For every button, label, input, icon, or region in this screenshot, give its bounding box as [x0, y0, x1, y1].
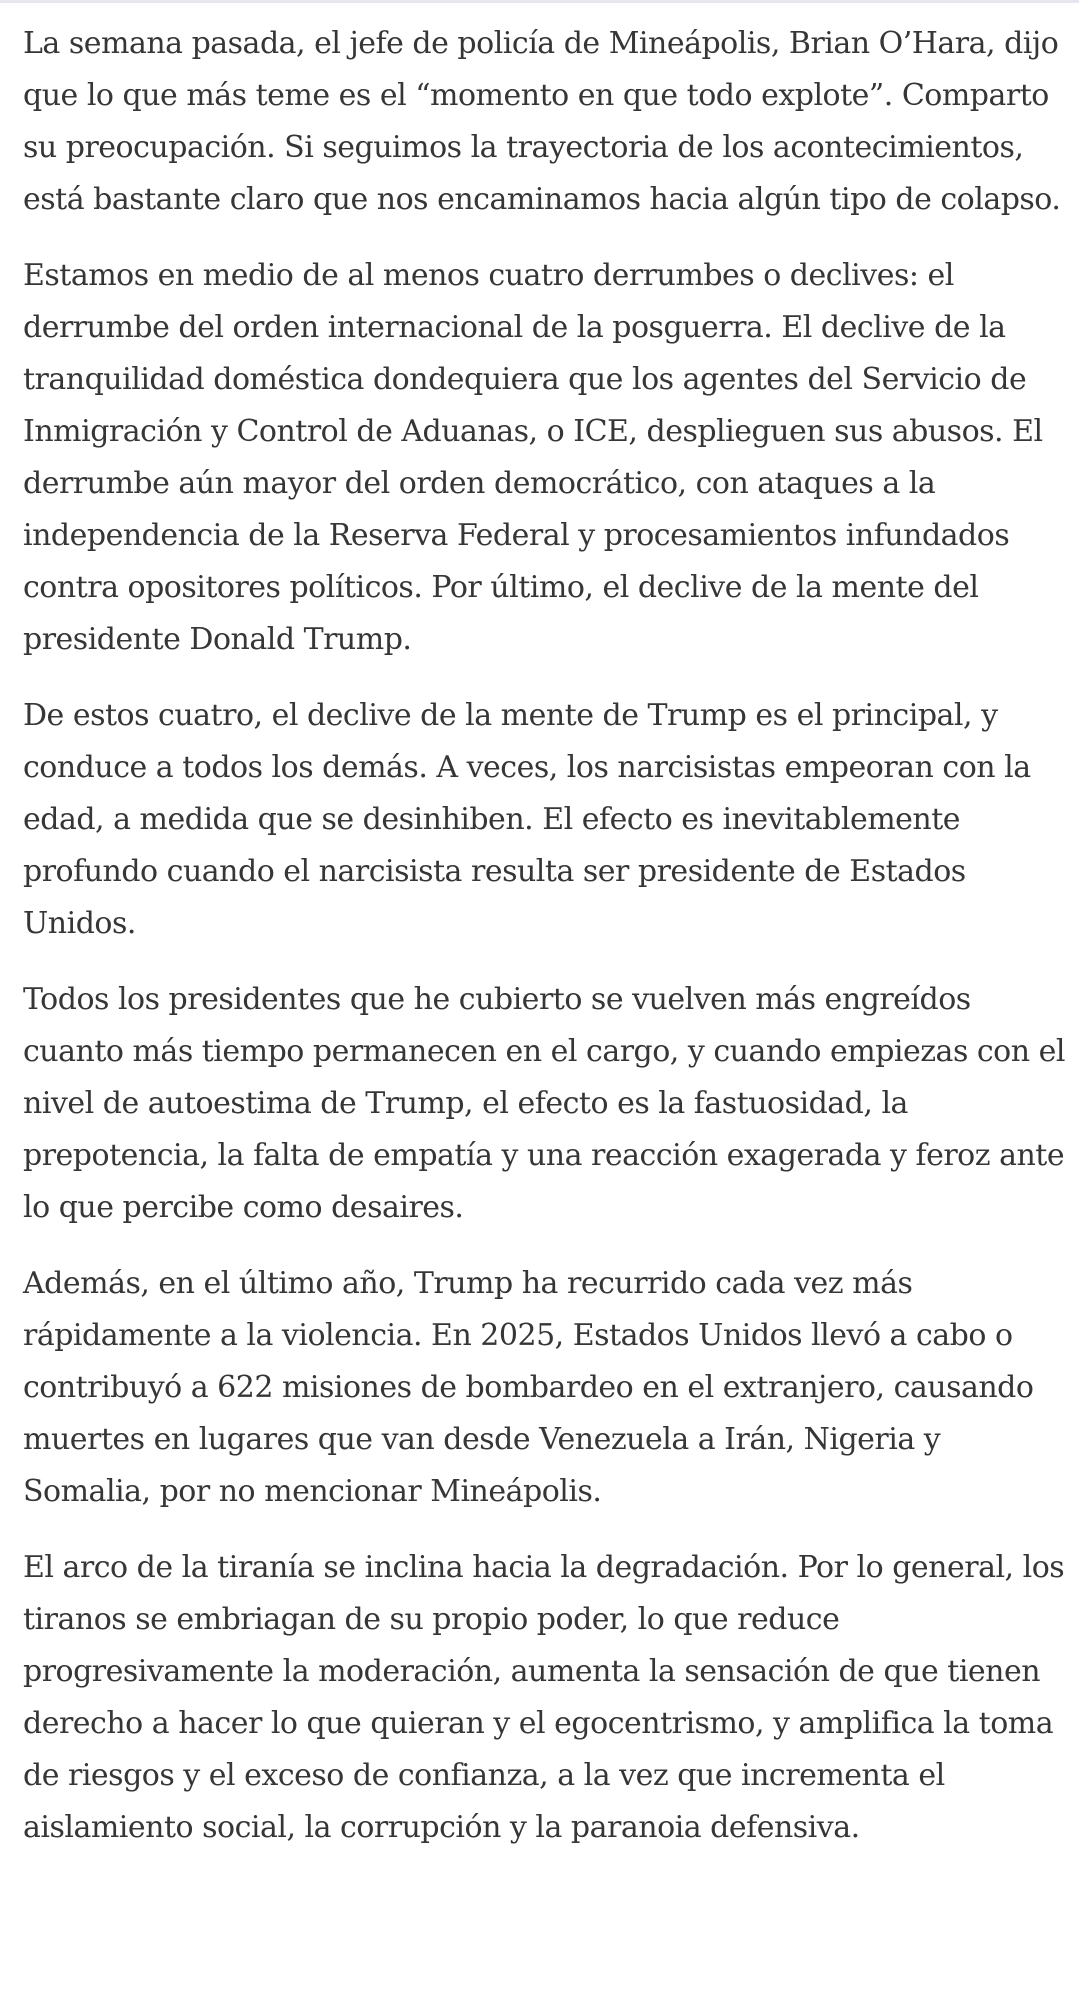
article-body: [23, 18, 1071, 1878]
article-paragraph: El arco de la tiranía se inclina hacia la degradación. Por lo general, los tiranos se embriagan de su propio poder, lo que reduce progresivamente la moderación, aumenta la sensación de que tienen derecho a hacer lo que quieran y el egocentrismo, y amplifica la toma de riesgos y el exceso de confianza, a la vez que incrementa el aislamiento social, la corrupción y la paranoia defensiva.: [23, 1550, 1065, 1845]
article-paragraph: De estos cuatro, el declive de la mente de Trump es el principal, y conduce a todos los demás. A veces, los narcisistas empeoran con la edad, a medida que se desinhiben. El efecto es inevitablemente profundo cuando el narcisista resulta ser presidente de Estados Unidos.: [23, 698, 1031, 941]
top-divider: [0, 0, 1079, 3]
article-paragraph: Además, en el último año, Trump ha recurrido cada vez más rápidamente a la violencia. En 2025, Estados Unidos llevó a cabo o contribuyó a 622 misiones de bombardeo en el extranjero, causando muertes en lugares que van desde Venezuela a Irán, Nigeria y Somalia, por no mencionar Mineápolis.: [23, 1266, 1034, 1509]
article-paragraph: Estamos en medio de al menos cuatro derrumbes o declives: el derrumbe del orden internacional de la posguerra. El declive de la tranquilidad doméstica dondequiera que los agentes del Servicio de Inmigración y Control de Aduanas, o ICE, desplieguen sus abusos. El derrumbe aún mayor del orden democrático, con ataques a la independencia de la Reserva Federal y procesamientos infundados contra opositores políticos. Por último, el declive de la mente del presidente Donald Trump.: [23, 258, 1043, 657]
article-paragraph: La semana pasada, el jefe de policía de Mineápolis, Brian O’Hara, dijo que lo que más teme es el “momento en que todo explote”. Comparto su preocupación. Si seguimos la trayectoria de los acontecimientos, está bastante claro que nos encaminamos hacia algún tipo de colapso.: [23, 26, 1061, 217]
article-paragraph: Todos los presidentes que he cubierto se vuelven más engreídos cuanto más tiempo permanecen en el cargo, y cuando empiezas con el nivel de autoestima de Trump, el efecto es la fastuosidad, la prepotencia, la falta de empatía y una reacción exagerada y feroz ante lo que percibe como desaires.: [23, 982, 1065, 1225]
